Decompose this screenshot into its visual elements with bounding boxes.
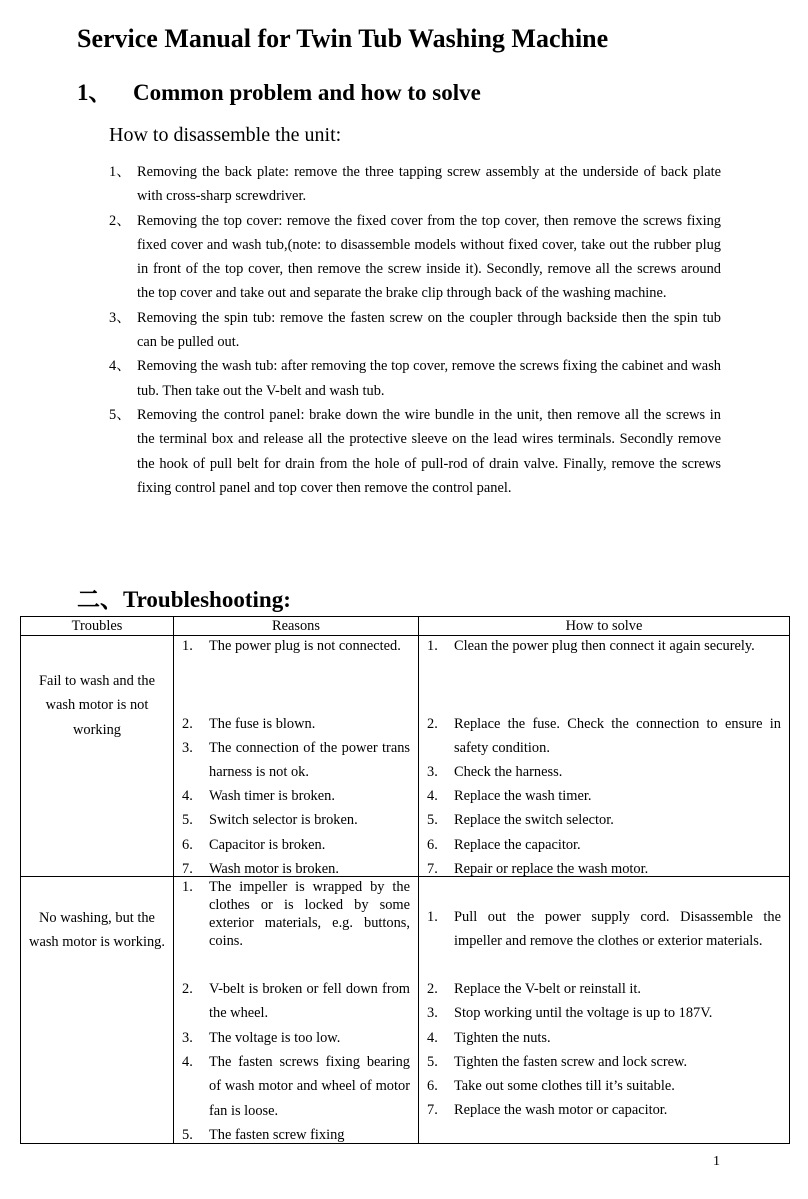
table-header-row [21, 617, 790, 636]
solution-text: Tighten the nuts. [454, 1030, 551, 1046]
step-item [109, 209, 721, 306]
reason-number: 2. [182, 981, 193, 997]
section-heading-2: 二、Troubleshooting: [77, 587, 291, 612]
step-item [109, 306, 721, 355]
solution-text: Check the harness. [454, 764, 563, 780]
reason-number: 5. [182, 1127, 193, 1143]
solution-text: Stop working until the voltage is up to 187V. [454, 1005, 713, 1021]
solution-text: Replace the V-belt or reinstall it. [454, 981, 642, 997]
trouble-cell: No washing, but the wash motor is working. [21, 877, 174, 1144]
reason-number: 4. [182, 1054, 193, 1070]
reason-text: V-belt is broken or fell down from the wheel. [209, 981, 410, 1022]
solutions-cell [419, 636, 790, 877]
step-text: Removing the back plate: remove the three tapping screw assembly at the underside of back plate with cross-sharp screwdriver. [137, 164, 721, 205]
reason-text: The fasten screw fixing [209, 1127, 345, 1143]
reason-number: 2. [182, 716, 193, 732]
solution-number: 7. [427, 1102, 438, 1118]
reasons-cell [174, 877, 419, 1144]
step-text: Removing the control panel: brake down the wire bundle in the unit, then remove all the screws in the terminal box and release all the protective sleeve on the lead wires terminals. Secondly remove the hook of pull belt for drain from the hole of pull-rod of drain valve. Finally, remove the screws fixing control panel and top cover then remove the control panel. [137, 406, 721, 496]
solution-text: Replace the wash motor or capacitor. [454, 1102, 668, 1118]
solution-number: 3. [427, 1005, 438, 1021]
header-how-to-solve: How to solve [419, 617, 790, 636]
solution-text: Clean the power plug then connect it again securely. [454, 638, 755, 654]
solution-number: 4. [427, 1030, 438, 1046]
solution-text: Take out some clothes till it’s suitable. [454, 1078, 675, 1094]
solution-text: Pull out the power supply cord. Disassemble the impeller and remove the clothes or exterior materials. [454, 909, 781, 950]
reason-text: Wash motor is broken. [209, 861, 339, 877]
trouble-cell: Fail to wash and the wash motor is not working [21, 636, 174, 877]
reason-number: 7. [182, 861, 193, 877]
step-item [109, 403, 721, 500]
step-text: Removing the top cover: remove the fixed cover from the top cover, then remove the screws fixing fixed cover and wash tub,(note: to disassemble models without fixed cover, take out the rubber plug in front of the top cover, then remove the screw inside it). Secondly, remove all the screws around the top cover and take out and separate the brake clip through back of the washing machine. [137, 212, 721, 302]
solution-number: 2. [427, 716, 438, 732]
step-item [109, 354, 721, 403]
solution-number: 4. [427, 788, 438, 804]
section-number: 1、 [77, 80, 112, 105]
disassembly-steps [109, 160, 721, 500]
solution-text: Tighten the fasten screw and lock screw. [454, 1054, 688, 1070]
step-number: 3、 [109, 309, 131, 326]
reason-number: 6. [182, 837, 193, 853]
document-title: Service Manual for Twin Tub Washing Machine [77, 24, 609, 53]
solution-number: 6. [427, 837, 438, 853]
solution-text: Replace the capacitor. [454, 837, 581, 853]
solution-text: Replace the switch selector. [454, 812, 614, 828]
solution-number: 5. [427, 812, 438, 828]
reasons-cell [174, 636, 419, 877]
solution-number: 1. [427, 909, 438, 925]
solution-number: 2. [427, 981, 438, 997]
step-number: 2、 [109, 212, 131, 229]
header-reasons: Reasons [174, 617, 419, 636]
step-number: 5、 [109, 406, 131, 423]
reason-text: Switch selector is broken. [209, 812, 358, 828]
solution-number: 5. [427, 1054, 438, 1070]
solution-text: Repair or replace the wash motor. [454, 861, 649, 877]
section-heading-1 [77, 74, 481, 107]
section-title: Common problem and how to solve [133, 80, 481, 105]
table-row [21, 636, 790, 877]
step-item [109, 160, 721, 209]
reason-text: The power plug is not connected. [209, 638, 401, 654]
reason-text: The voltage is too low. [209, 1030, 341, 1046]
solution-number: 3. [427, 764, 438, 780]
solution-number: 6. [427, 1078, 438, 1094]
step-text: Removing the wash tub: after removing the top cover, remove the screws fixing the cabinet and wash tub. Then take out the V-belt and wash tub. [137, 358, 721, 399]
step-number: 1、 [109, 164, 131, 180]
reason-text: The fuse is blown. [209, 716, 316, 732]
reason-number: 1. [182, 638, 193, 654]
reason-number: 1. [182, 879, 193, 895]
step-text: Removing the spin tub: remove the fasten screw on the coupler through backside then the spin tub can be pulled out. [137, 309, 721, 351]
solutions-cell [419, 877, 790, 1144]
reason-text: The impeller is wrapped by the clothes or is locked by some exterior materials, e.g. buttons, coins. [209, 879, 410, 949]
reason-number: 3. [182, 740, 193, 756]
page-number: 1 [713, 1154, 720, 1169]
solution-number: 7. [427, 861, 438, 877]
solution-number: 1. [427, 638, 438, 654]
troubleshooting-table [20, 616, 790, 1144]
reason-text: The fasten screws fixing bearing of wash motor and wheel of motor fan is loose. [209, 1054, 410, 1119]
reason-number: 3. [182, 1030, 193, 1046]
subheading: How to disassemble the unit: [109, 124, 342, 146]
step-number: 4、 [109, 358, 131, 375]
solution-text: Replace the fuse. Check the connection to ensure in safety condition. [454, 716, 781, 757]
solution-text: Replace the wash timer. [454, 788, 592, 804]
header-troubles: Troubles [21, 617, 174, 636]
reason-text: Capacitor is broken. [209, 837, 326, 853]
reason-text: Wash timer is broken. [209, 788, 335, 804]
reason-number: 4. [182, 788, 193, 804]
reason-text: The connection of the power trans harness is not ok. [209, 740, 410, 781]
reason-number: 5. [182, 812, 193, 828]
table-row [21, 877, 790, 1144]
